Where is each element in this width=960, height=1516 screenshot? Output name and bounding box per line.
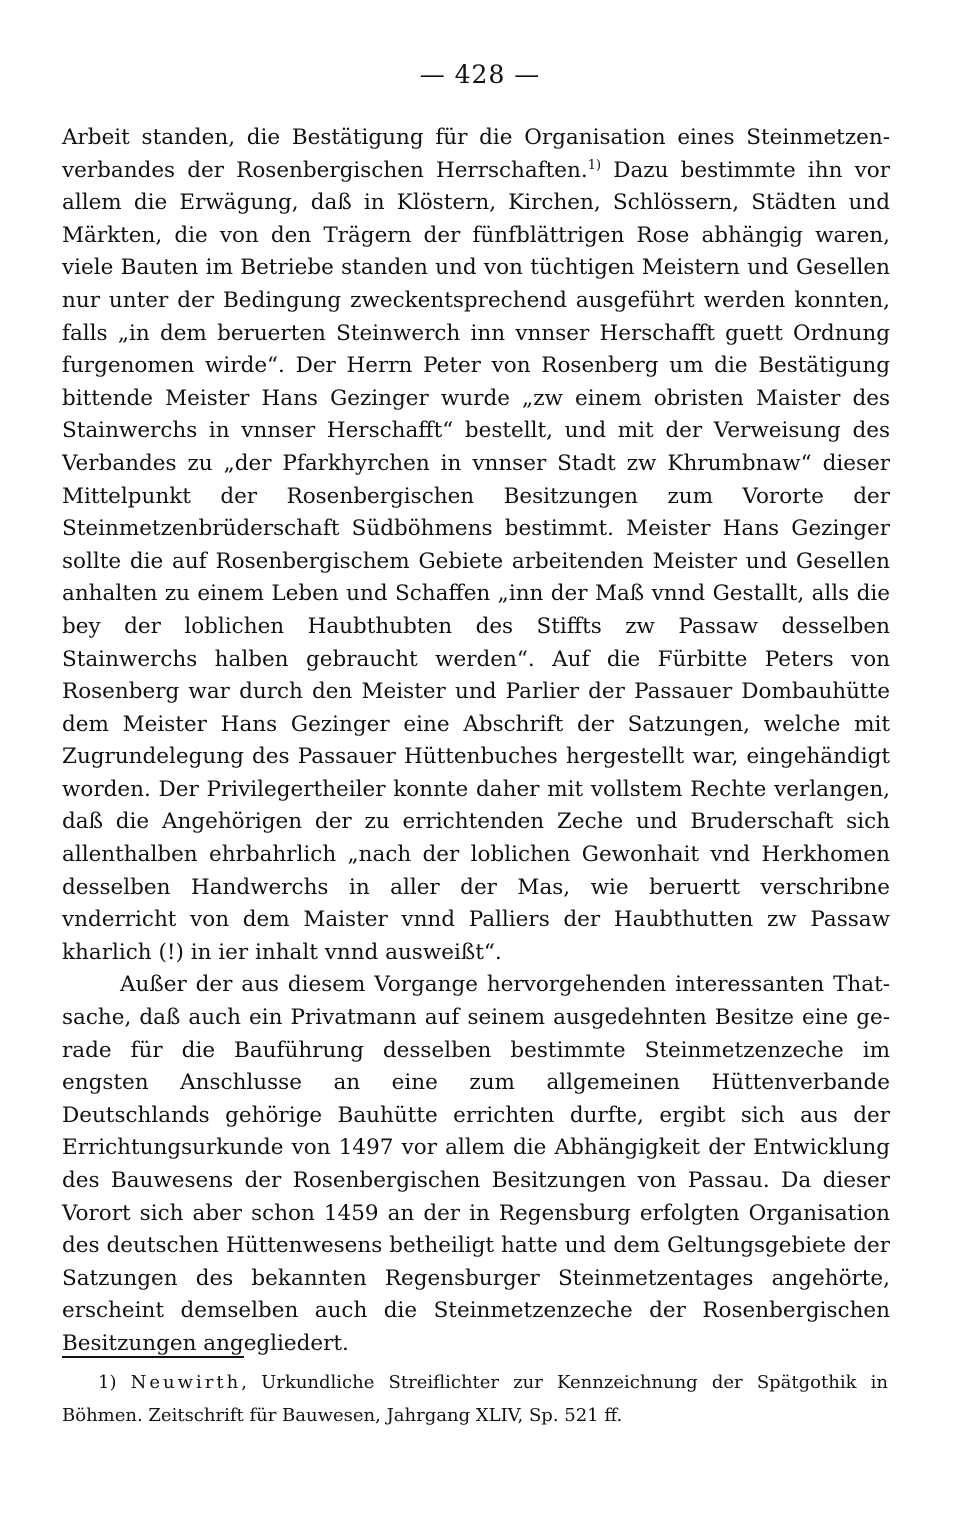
paragraph — [62, 969, 890, 1360]
paragraph-text: Dazu bestimmte ihn vor allem die Erwägung, daß in Klöstern, Kirchen, Schlössern, Städten und Märkten, die von den Trägern der fünfblättrigen Rose abhängig waren, viele Bauten im Betriebe standen und von tüchtigen Meistern und Gesellen nur unter der Bedingung zweckentsprechend ausgeführt werden konnten, falls „in dem beruerten Steinwerch inn vnnser Herschafft guett Ordnung furgenomen wirde“. Der Herrn Peter von Rosenberg um die Bestätigung bittende Meister Hans Gezinger wurde „zw einem obristen Maister des Stainwerchs in vnnser Herschafft“ bestellt, und mit der Verweisung des Verbandes zu „der Pfarkhyrchen in vnnser Stadt zw Khrumbnaw“ dieser Mittelpunkt der Rosenbergischen Besitzungen zum Vororte der Steinmetzenbrüderschaft Südböhmens bestimmt. Meister Hans Gezinger sollte die auf Rosenbergischem Gebiete arbeitenden Meister und Gesellen anhalten zu einem Leben und Schaffen „inn der Maß vnnd Gestallt, alls die bey der loblichen Haubthubten des Stiffts zw Passaw desselben Stainwerchs halben gebraucht werden“. Auf die Fürbitte Peters von Rosenberg war durch den Meister und Parlier der Passauer Dombauhütte dem Meister Hans Gezinger eine Abschrift der Satzungen, welche mit Zugrundelegung des Passauer Hüttenbuches hergestellt war, eingehändigt worden. Der Privilegertheiler konnte daher mit vollstem Rechte verlangen, daß die Angehörigen der zu errichtenden Zeche und Bruderschaft sich allenthalben ehrbahrlich „nach der loblichen Gewonhait vnd Herkhomen desselben Handwerchs in aller der Mas, wie beruertt verschribne vnderricht von dem Maister vnnd Palliers der Haubthutten zw Passaw kharlich (!) in ier inhalt vnnd ausweißt“. — [62, 157, 891, 965]
footnote — [62, 1366, 888, 1432]
footnote-separator — [62, 1356, 244, 1358]
footnote-author: Neuwirth — [130, 1372, 242, 1393]
paragraph — [62, 122, 890, 969]
footnote-marker: 1) — [98, 1372, 117, 1393]
page-number: — 428 — — [419, 60, 541, 89]
footnote-reference: 1) — [587, 157, 602, 173]
footnote-text: , Urkundliche Streiflichter zur Kennzeichnung der Spätgothik in Böhmen. Zeitschrift für Bauwesen, Jahrgang XLIV, Sp. 521 ff. — [62, 1372, 888, 1426]
paragraph-text: Außer der aus diesem Vorgange hervorgehenden interessanten Thatsache, daß auch ein Privatmann auf seinem ausgedehnten Besitze eine gerade für die Bauführung desselben bestimmte Steinmetzenzeche im engsten Anschlusse an eine zum allgemeinen Hüttenverbande Deutschlands gehörige Bauhütte errichten durfte, ergibt sich aus der Errichtungsurkunde von 1497 vor allem die Abhängigkeit der Entwicklung des Bauwesens der Rosenbergischen Besitzungen von Passau. Da dieser Vorort sich aber schon 1459 an der in Regensburg erfolgten Organisation des deutschen Hüttenwesens betheiligt hatte und dem Geltungsgebiete der Satzungen des bekannten Regensburger Steinmetzentages angehörte, erscheint demselben auch die Steinmetzenzeche der Rosenbergischen Besitzungen angegliedert. — [62, 972, 890, 1356]
paragraph-text: Arbeit standen, die Bestätigung für die Organisation eines Steinmetzenverbandes der Rosenbergischen Herrschaften. — [62, 125, 890, 183]
body-text — [62, 122, 890, 1361]
